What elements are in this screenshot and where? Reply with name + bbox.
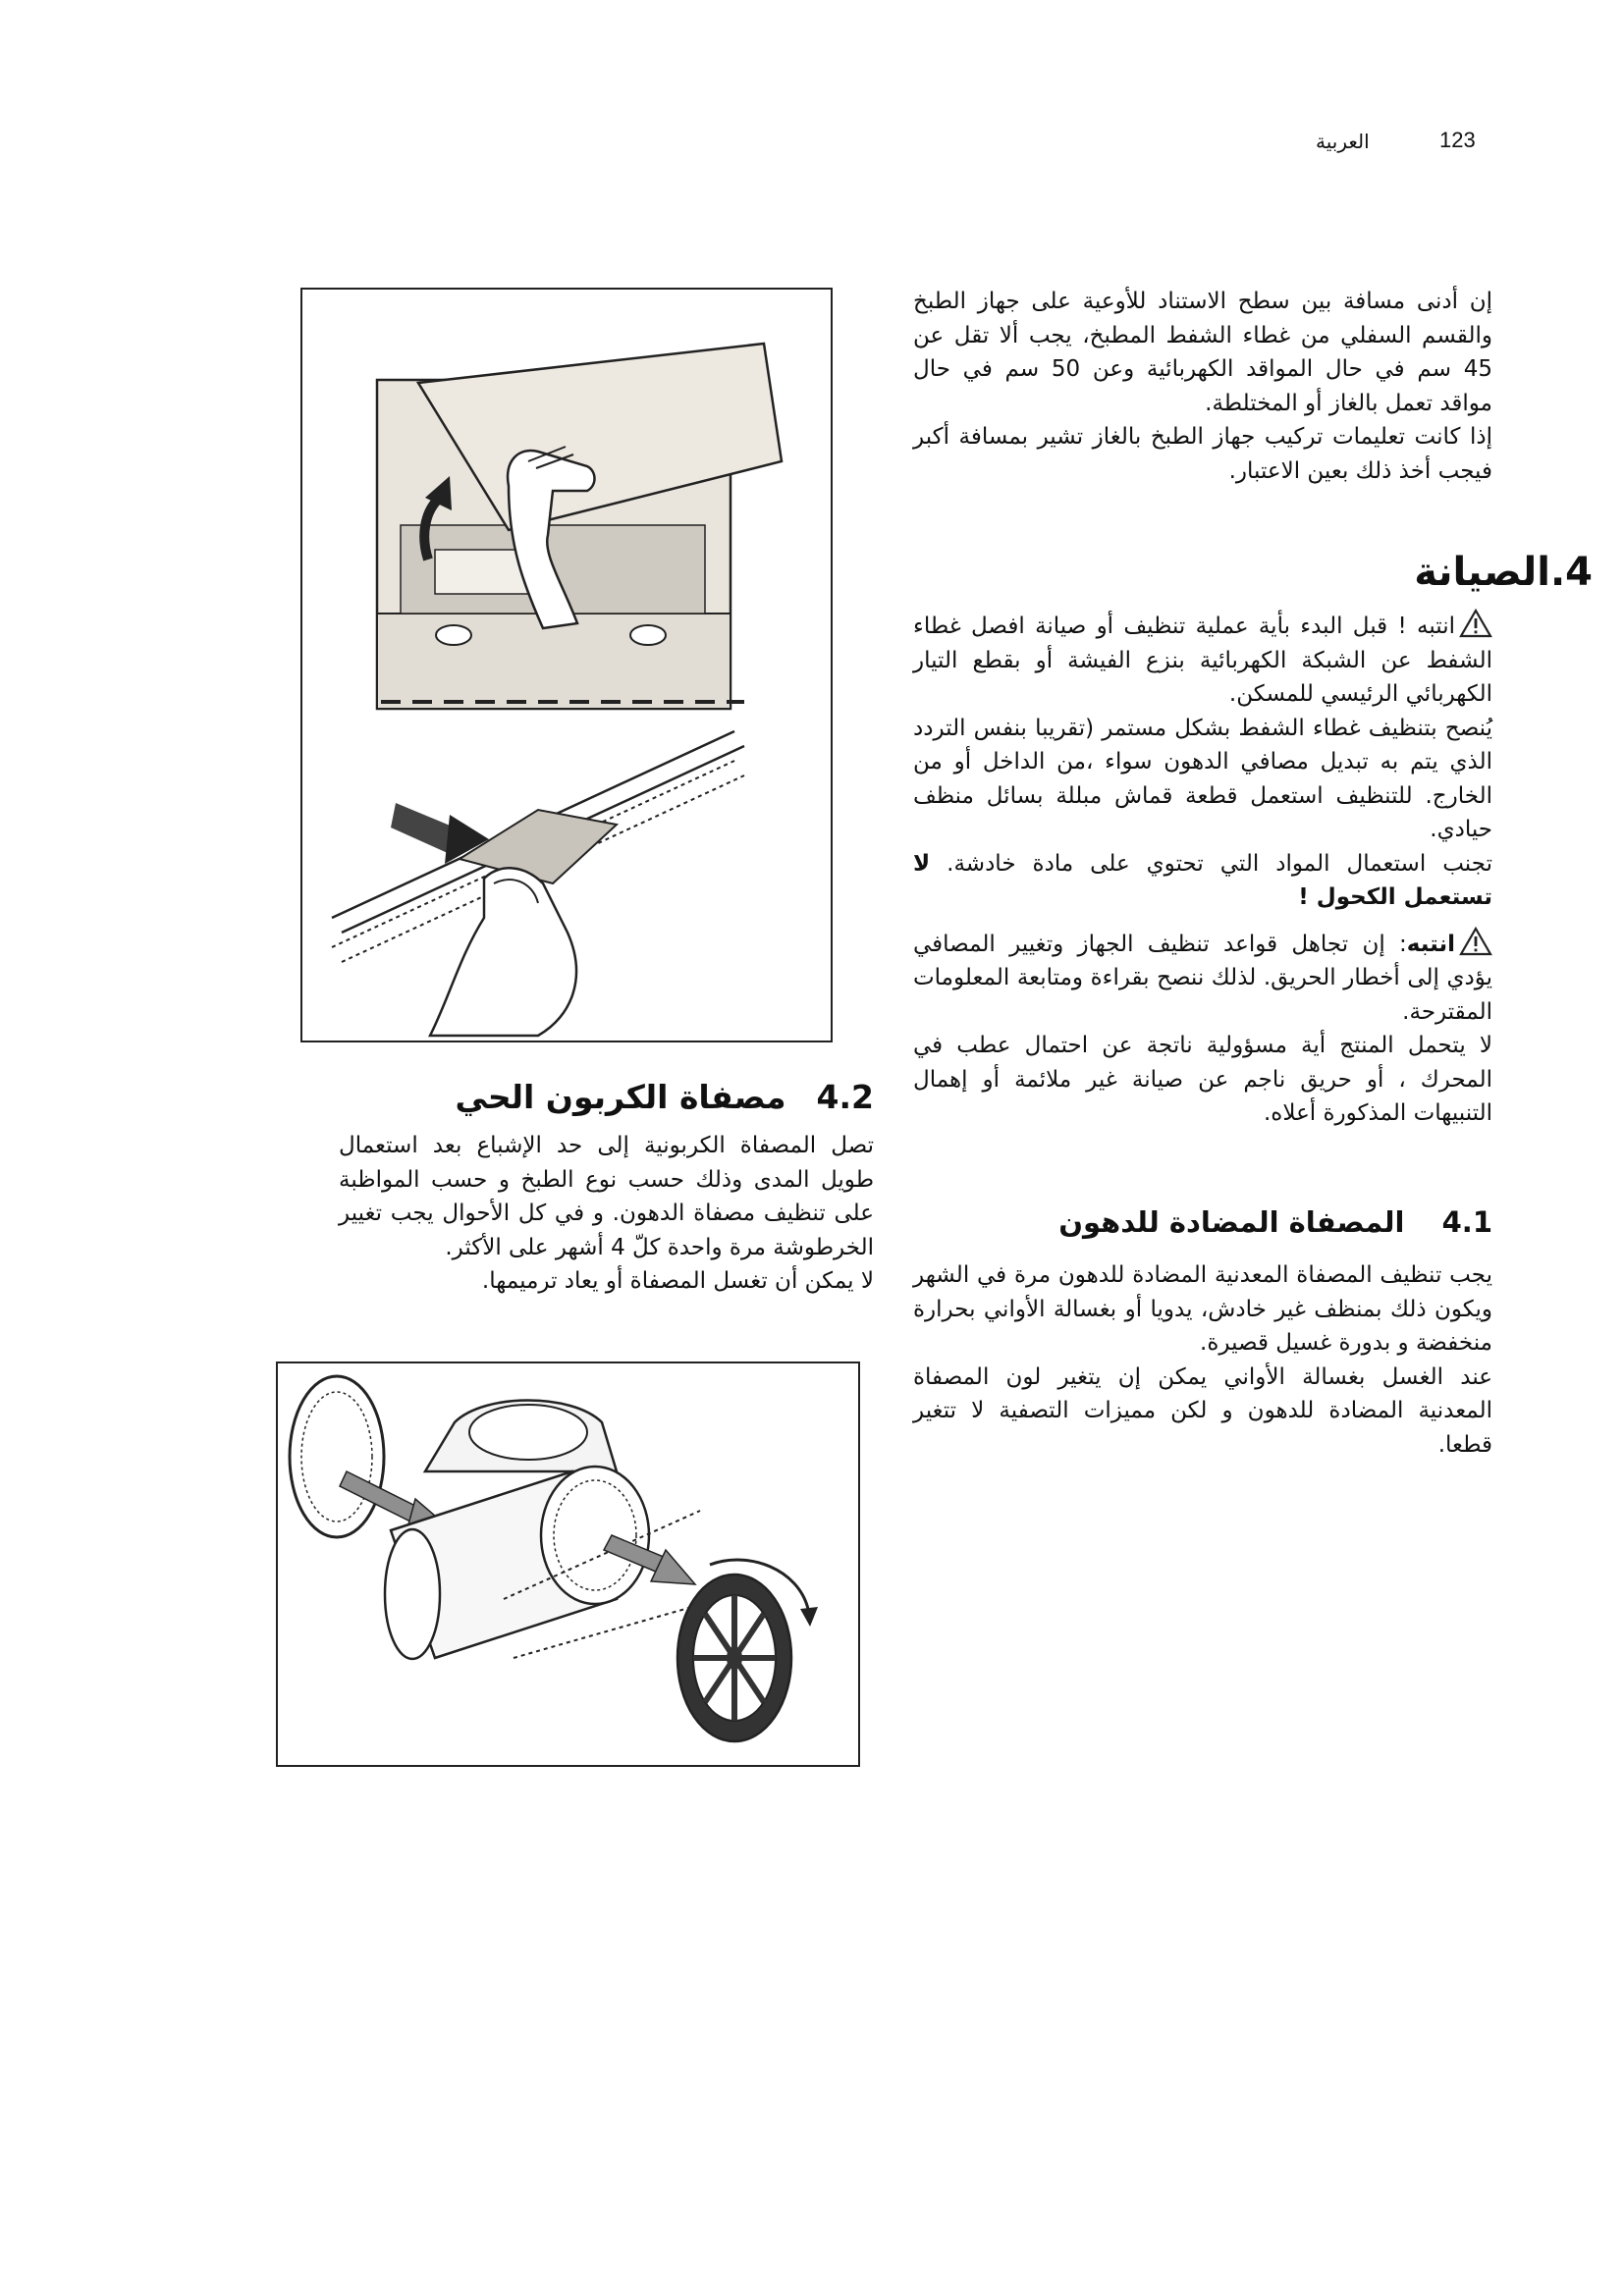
installation-paragraph-1: إن أدنى مسافة بين سطح الاستناد للأوعية على جهاز الطبخ والقسم السفلي من غطاء الشفط المطبخ، يجب ألا تقل عن 45 سم في حال المواقد الكهربائية وعن 50 سم في حال مواقد تعمل بالغاز أو المختلطة. [913, 289, 1492, 416]
warning-triangle-icon [1459, 609, 1492, 638]
installation-section [913, 285, 1492, 488]
warning-paragraph-2 [913, 927, 1492, 1030]
section-4-1-number: 4.1 [1441, 1205, 1492, 1239]
section-4-2-number: 4.2 [816, 1078, 874, 1116]
warning-label-1: انتبه ! [1397, 614, 1455, 639]
installation-paragraph-2: إذا كانت تعليمات تركيب جهاز الطبخ بالغاز تشير بمسافة أكبر فيجب أخذ ذلك بعين الاعتبار. [913, 424, 1492, 484]
carbon-filter-fitting-figure [276, 1362, 860, 1767]
grease-filter-removal-figure [300, 288, 833, 1042]
no-alcohol-text: لا تستعمل الكحول ! [913, 850, 1492, 910]
grease-filter-paragraph-2: عند الغسل بغسالة الأواني يمكن إن يتغير لون المصفاة المعدنية المضادة للدهون و لكن مميزات التصفية لا تتغير قطعا. [913, 1363, 1492, 1458]
carbon-filter-paragraph-2: لا يمكن أن تغسل المصفاة أو يعاد ترميمها. [481, 1268, 874, 1294]
warning-label-2: انتبه [1406, 931, 1455, 957]
liability-paragraph: لا يتحمل المنتج أية مسؤولية ناتجة عن احتمال عطب في المحرك ، أو حريق ناجم عن صيانة غير ملائمة أو إهمال التنبيهات المذكورة أعلاه. [913, 1033, 1492, 1126]
warning-triangle-icon [1459, 927, 1492, 956]
section-4-2-heading [393, 1078, 874, 1116]
carbon-filter-section [339, 1129, 874, 1299]
section-4-1-heading [982, 1205, 1492, 1239]
carbon-filter-fitting-illustration [278, 1363, 858, 1765]
header-language: العربية [1316, 130, 1370, 153]
cleaning-paragraph: يُنصح بتنظيف غطاء الشفط بشكل مستمر (تقريبا بنفس التردد الذي يتم به تبديل مصافي الدهون سواء ،من الداخل أو من الخارج. للتنظيف استعمل قطعة قماش مبللة بسائل منظف حيادي. [913, 715, 1492, 842]
warning-paragraph-1 [913, 609, 1492, 712]
section-4-title: 4.الصيانة [1414, 550, 1593, 595]
abrasive-text: تجنب استعمال المواد التي تحتوي على مادة خادشة. [930, 850, 1492, 877]
section-4-1-title: المصفاة المضادة للدهون [1058, 1205, 1405, 1239]
grease-filter-paragraph-1: يجب تنظيف المصفاة المعدنية المضادة للدهون مرة في الشهر ويكون ذلك بمنظف غير خادش، يدويا أو بغسالة الأواني بحرارة منخفضة و بدورة غسيل قصيرة. [913, 1262, 1492, 1356]
carbon-filter-paragraph-1: تصل المصفاة الكربونية إلى حد الإشباع بعد استعمال طويل المدى وذلك حسب نوع الطبخ و حسب المواظبة على تنظيف مصفاة الدهون. و في كل الأحوال يجب تغيير الخرطوشة مرة واحدة كلّ 4 أشهر على الأكثر. [339, 1133, 874, 1260]
abrasive-paragraph [913, 847, 1492, 915]
maintenance-section [913, 609, 1492, 1131]
warning-text-2: : إن تجاهل قواعد تنظيف الجهاز وتغيير المصافي يؤدي إلى أخطار الحريق. لذلك ننصح بقراءة ومتابعة المعلومات المقترحة. [913, 931, 1492, 1025]
grease-filter-removal-illustration [302, 290, 831, 1041]
warning-text-1: قبل البدء بأية عملية تنظيف أو صيانة افصل غطاء الشفط عن الشبكة الكهربائية بنزع الفيشة أو بقطع التيار الكهربائي الرئيسي للمسكن. [913, 614, 1492, 707]
page-number: 123 [1439, 128, 1476, 152]
section-4-2-title: مصفاة الكربون الحي [455, 1078, 786, 1116]
grease-filter-section [913, 1258, 1492, 1462]
